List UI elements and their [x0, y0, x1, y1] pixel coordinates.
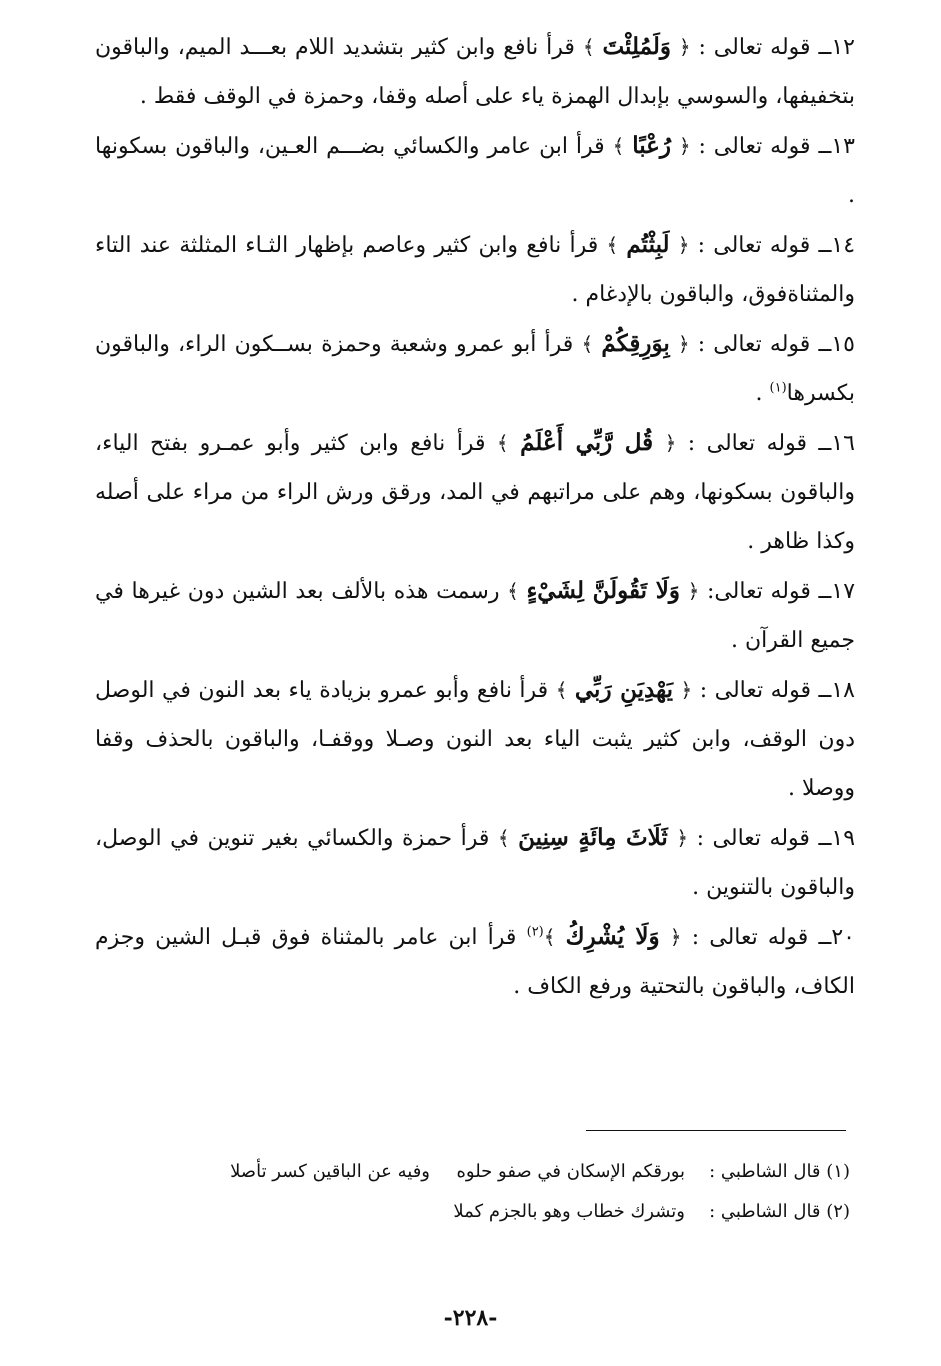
ornate-bracket-close: ﴾ — [582, 35, 595, 59]
quran-word: وَلَا يُشْرِكُ — [565, 923, 660, 950]
entry-number: ١٩ــ — [818, 826, 856, 851]
entry-number: ١٦ــ — [818, 431, 855, 456]
entry-intro: قوله تعالى : — [697, 233, 811, 258]
entry-number: ١٧ــ — [818, 579, 856, 604]
entry-12 — [95, 22, 855, 121]
entry-14 — [95, 220, 855, 319]
quran-word: لَبِثْتُم — [626, 231, 670, 258]
entry-16 — [95, 418, 855, 566]
ornate-bracket-open: ﴿ — [678, 134, 691, 158]
ornate-bracket-close: ﴾ — [612, 134, 625, 158]
entry-commentary: قرأ ابن عامر والكسائي بضـــم العـين، والباقون بسكونها . — [95, 134, 855, 208]
entry-18 — [95, 665, 855, 813]
ornate-bracket-close: ﴾ — [507, 579, 519, 603]
entry-number: ١٨ــ — [818, 678, 855, 703]
ornate-bracket-close: ﴾ — [496, 431, 509, 455]
entry-intro: قوله تعالى: — [706, 579, 811, 604]
ornate-bracket-open: ﴿ — [680, 678, 693, 702]
footnote-reference[interactable]: (١) — [769, 380, 787, 396]
footnote-label: (١) قال الشاطبي : — [709, 1161, 850, 1182]
page-number: -٢٢٨- — [443, 1305, 498, 1331]
footnote-divider — [586, 1130, 846, 1131]
entry-commentary: رسمت هذه بالألف بعد الشين دون غيرها في جميع القرآن . — [95, 579, 855, 653]
ornate-bracket-open: ﴿ — [677, 332, 690, 356]
quran-word: رُعْبًا — [632, 132, 671, 159]
entry-number: ١٢ــ — [818, 35, 855, 60]
verse-first-hemistich: وتشرك خطاب وهو بالجزم كملا — [453, 1201, 685, 1222]
footnote-reference[interactable]: (٢) — [526, 924, 544, 940]
ornate-bracket-open: ﴿ — [664, 431, 677, 455]
footnotes — [150, 1152, 850, 1232]
entry-13 — [95, 121, 855, 220]
ornate-bracket-close: ﴾ — [555, 678, 568, 702]
entry-commentary: قرأ نافع وأبو عمرو بزيادة ياء بعد النون في الوصل دون الوقف، وابن كثير يثبت الياء بعد النون وصـلا ووقفـا، والباقون بالحذف وقفا ووصلا . — [95, 678, 855, 801]
entry-number: ١٣ــ — [818, 134, 855, 159]
entry-15 — [95, 319, 855, 418]
entry-commentary: قرأ أبو عمرو وشعبة وحمزة بســكون الراء، والباقون بكسرها — [95, 332, 855, 406]
quran-word: وَلَمُلِئْتَ — [602, 33, 671, 60]
entry-commentary: قرأ حمزة والكسائي بغير تنوين في الوصل، والباقون بالتنوين . — [95, 826, 855, 900]
ornate-bracket-close: ﴾ — [497, 826, 510, 850]
entry-intro: قوله تعالى : — [687, 431, 807, 456]
ornate-bracket-open: ﴿ — [669, 925, 682, 949]
quran-word: ثَلَاثَ مِائَةٍ سِنِينَ — [518, 824, 668, 851]
footnote-label: (٢) قال الشاطبي : — [709, 1201, 850, 1222]
quran-word: بِوَرِقِكُمْ — [601, 330, 670, 357]
ornate-bracket-close: ﴾ — [543, 925, 556, 949]
verse-first-hemistich: بورقكم الإسكان في صفو حلوه — [456, 1161, 685, 1182]
footnote-1 — [150, 1152, 850, 1192]
ornate-bracket-open: ﴿ — [677, 233, 690, 257]
entry-17 — [95, 566, 855, 665]
ornate-bracket-close: ﴾ — [606, 233, 619, 257]
entry-commentary: قرأ ابن عامر بالمثناة فوق قبـل الشين وجزم الكاف، والباقون بالتحتية ورفع الكاف . — [95, 925, 855, 999]
ornate-bracket-open: ﴿ — [676, 826, 689, 850]
entry-intro: قوله تعالى : — [691, 925, 809, 950]
quran-word: وَلَا تَقُولَنَّ لِشَيْءٍ — [526, 577, 680, 604]
footnote-2 — [150, 1192, 850, 1232]
verse-second-hemistich: وفيه عن الباقين كسر تأصلا — [230, 1161, 430, 1182]
entry-intro: قوله تعالى : — [698, 134, 811, 159]
entry-19 — [95, 813, 855, 912]
quran-word: قُل رَّبِّي أَعْلَمُ — [520, 429, 654, 456]
entry-commentary: قرأ نافع وابن كثير وعاصم بإظهار الثـاء المثلثة عند التاء والمثناةفوق، والباقون بالإدغام . — [95, 233, 855, 307]
entry-number: ١٥ــ — [818, 332, 855, 357]
ornate-bracket-open: ﴿ — [687, 579, 700, 603]
entry-intro: قوله تعالى : — [697, 332, 811, 357]
ornate-bracket-open: ﴿ — [678, 35, 691, 59]
quran-word: يَهْدِيَنِ رَبِّي — [574, 676, 674, 703]
entry-commentary: قرأ نافع وابن كثير بتشديد اللام بعـــد الميم، والباقون بتخفيفها، والسوسي بإبدال الهمزة ياء على أصله وقفا، وحمزة في الوقف فقط . — [95, 35, 855, 109]
entry-commentary: قرأ نافع وابن كثير وأبو عمـرو بفتح الياء، والباقون بسكونها، وهم على مراتبهم في المد، ورقق ورش الراء من مراء على أصله وكذا ظاهر . — [95, 431, 855, 554]
entry-end-punctuation: . — [755, 381, 770, 406]
entry-intro: قوله تعالى : — [698, 35, 811, 60]
entry-20 — [95, 912, 855, 1011]
entry-number: ١٤ــ — [818, 233, 856, 258]
main-text — [95, 22, 855, 1011]
entry-number: ٢٠ــ — [818, 925, 855, 950]
entry-intro: قوله تعالى : — [699, 678, 811, 703]
entry-intro: قوله تعالى : — [696, 826, 810, 851]
ornate-bracket-close: ﴾ — [581, 332, 594, 356]
